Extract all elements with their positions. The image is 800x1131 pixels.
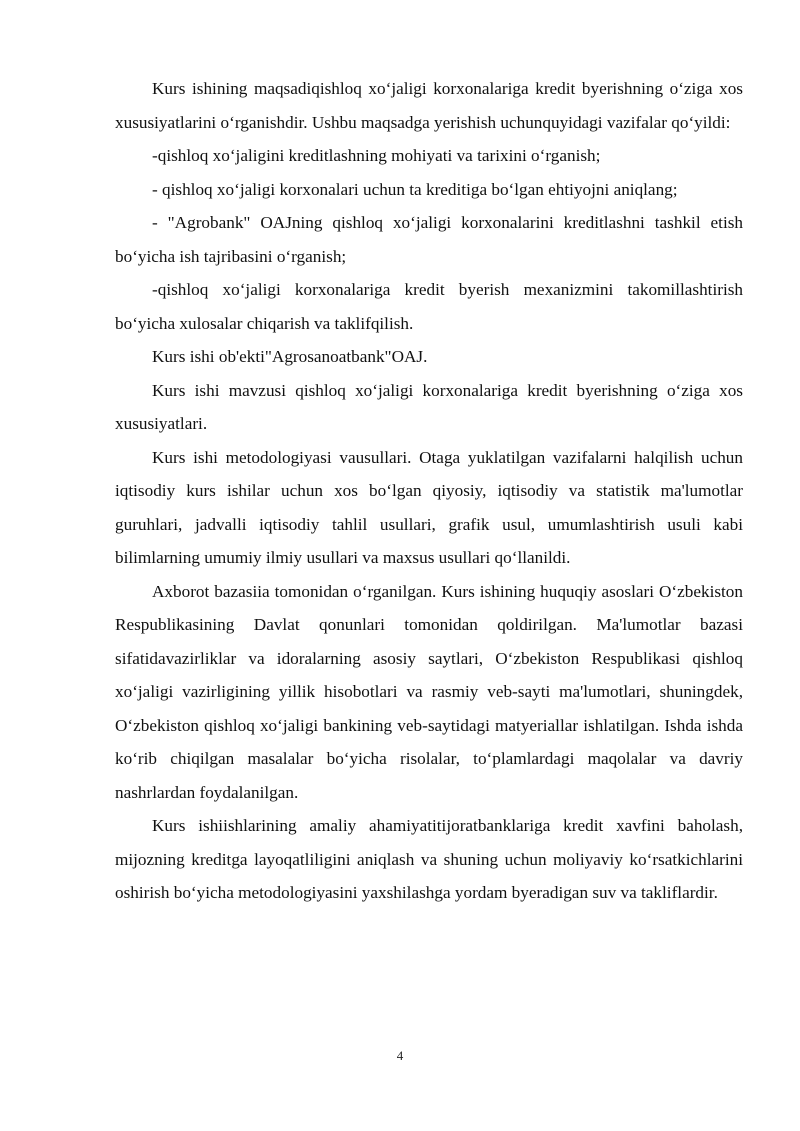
paragraph-practical-significance: Kurs ishiishlarining amaliy ahamiyatitijoratbanklariga kredit xavfini baholash, mijozning kreditga layoqatliligini aniqlash va shuning uchun moliyaviy ko‘rsatkichlarini oshirish bo‘yicha metodologiyasini yaxshilashga yordam byeradigan suv va takliflardir.: [115, 816, 743, 902]
paragraph-goal: Kurs ishining maqsadiqishloq xo‘jaligi korxonalariga kredit byerishning o‘ziga xos xususiyatlarini o‘rganishdir. Ushbu maqsadga yerishish uchunquyidagi vazifalar qo‘yildi:: [115, 79, 743, 132]
paragraph-information-base: Axborot bazasiia tomonidan o‘rganilgan. Kurs ishining huquqiy asoslari O‘zbekiston Respublikasining Davlat qonunlari tomonidan qoldirilgan. Ma'lumotlar bazasi sifatidavazirliklar va idoralarning asosiy saytlari, O‘zbekiston Respublikasi qishloq xo‘jaligi vazirligining yillik hisobotlari va rasmiy veb-sayti ma'lumotlari, shuningdek, O‘zbekiston qishloq xo‘jaligi bankining veb-saytidagi matyeriallar ishlatilgan. Ishda ishda ko‘rib chiqilgan masalalar bo‘yicha risolalar, to‘plamlardagi maqolalar va davriy nashrlardan foydalanilgan.: [115, 581, 743, 802]
paragraph-subject: Kurs ishi mavzusi qishloq xo‘jaligi korxonalariga kredit byerishning o‘ziga xos xususiyatlari.: [115, 380, 743, 433]
paragraph-task-1: -qishloq xo‘jaligini kreditlashning mohiyati va tarixini o‘rganish;: [152, 146, 601, 165]
paragraph-object: Kurs ishi ob'ekti"Agrosanoatbank"OAJ.: [152, 347, 428, 366]
paragraph-task-4: -qishloq xo‘jaligi korxonalariga kredit byerish mexanizmini takomillashtirish bo‘yicha xulosalar chiqarish va taklifqilish.: [115, 280, 743, 333]
paragraph-task-2: - qishloq xo‘jaligi korxonalari uchun ta kreditiga bo‘lgan ehtiyojni aniqlang;: [152, 179, 678, 199]
paragraph-task-3: - "Agrobank" OAJning qishloq xo‘jaligi korxonalarini kreditlashni tashkil etish bo‘yicha ish tajribasini o‘rganish;: [115, 213, 743, 266]
page-number: 4: [396, 1048, 404, 1063]
paragraph-methodology: Kurs ishi metodologiyasi vausullari. Otaga yuklatilgan vazifalarni halqilish uchun iqtisodiy kurs ishilar uchun xos bo‘lgan qiyosiy, iqtisodiy va statistik ma'lumotlar guruhlari, jadvalli iqtisodiy tahlil usullari, grafik usul, umumlashtirish usuli kabi bilimlarning umumiy ilmiy usullari va maxsus usullari qo‘llanildi.: [115, 447, 743, 567]
document-body: [115, 72, 743, 910]
